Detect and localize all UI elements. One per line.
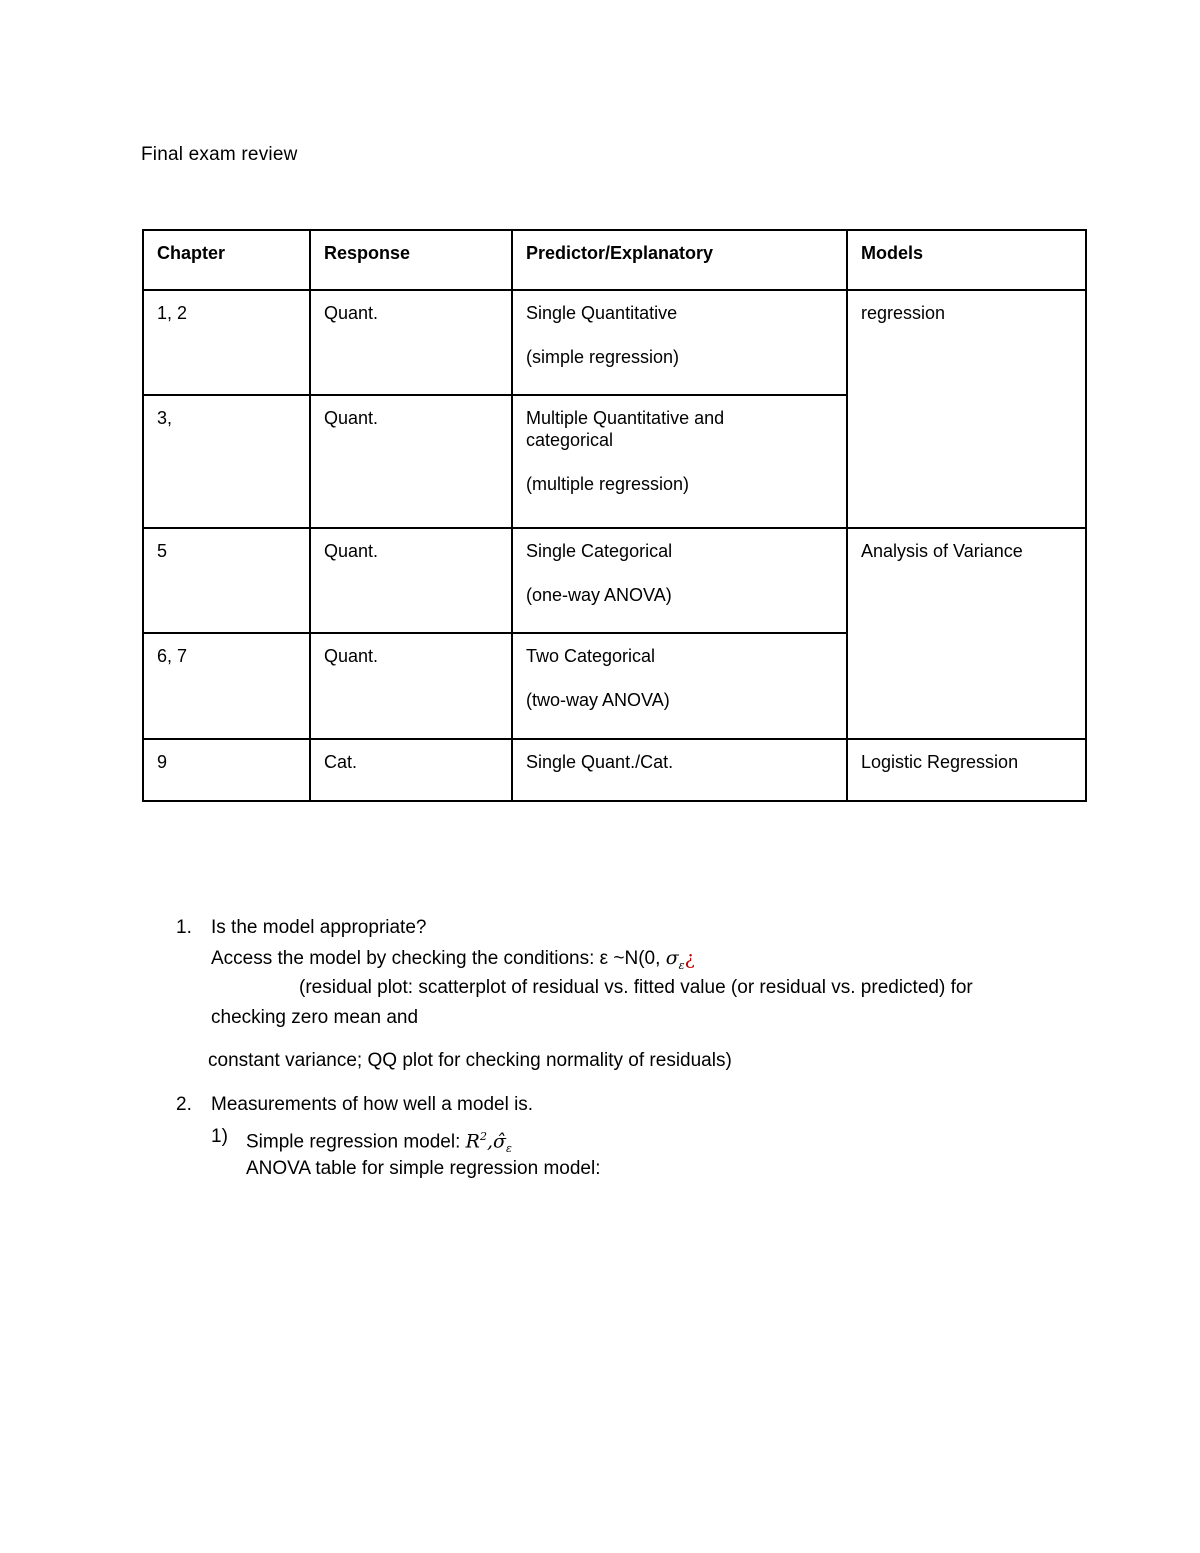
chapter-review-table [142, 229, 1087, 802]
model-cell: Logistic Regression [847, 739, 1086, 801]
table-header-row [143, 230, 1086, 290]
response-cell: Quant. [310, 290, 512, 395]
chapter-cell: 1, 2 [143, 290, 310, 395]
header-models: Models [847, 230, 1086, 290]
header-chapter: Chapter [143, 230, 310, 290]
predictor-text: Multiple Quantitative and [526, 408, 725, 428]
r-squared-exponent: 2 [479, 1130, 487, 1143]
predictor-text: Single Categorical [526, 541, 673, 561]
sigma-subscript: ε [678, 958, 685, 972]
predictor-cell [512, 290, 847, 395]
table-row [143, 290, 1086, 395]
sigma-hat-subscript: ε [506, 1142, 512, 1156]
predictor-text: Single Quantitative [526, 303, 678, 323]
residual-plot-note-continued: checking zero mean and [211, 1007, 419, 1028]
predictor-cell: Single Quant./Cat. [512, 739, 847, 801]
predictor-cell [512, 633, 847, 739]
predictor-text-continued: categorical [526, 430, 614, 450]
list-item-2-heading: Measurements of how well a model is. [211, 1094, 534, 1115]
model-cell: regression [847, 290, 1086, 528]
comma-separator: , [486, 1130, 494, 1153]
list-item-2-number: 2. [176, 1094, 192, 1115]
qq-plot-note: constant variance; QQ plot for checking normality of residuals) [208, 1050, 732, 1071]
response-cell: Quant. [310, 633, 512, 739]
table-row [143, 528, 1086, 633]
response-cell: Quant. [310, 395, 512, 528]
chapter-cell: 9 [143, 739, 310, 801]
predictor-cell [512, 395, 847, 528]
sigma-symbol: σ [665, 947, 679, 969]
predictor-note: (one-way ANOVA) [526, 585, 672, 605]
conditions-text: Access the model by checking the conditions: ε ~N(0, [211, 948, 661, 969]
response-cell: Cat. [310, 739, 512, 801]
predictor-text: Two Categorical [526, 646, 656, 666]
predictor-note: (two-way ANOVA) [526, 690, 670, 710]
chapter-cell: 3, [143, 395, 310, 528]
chapter-cell: 5 [143, 528, 310, 633]
model-cell: Analysis of Variance [847, 528, 1086, 739]
render-artifact-glyph: ¿ [684, 947, 695, 969]
header-response: Response [310, 230, 512, 290]
predictor-note: (simple regression) [526, 347, 680, 367]
sub-item-1-number: 1) [211, 1126, 228, 1147]
table-row [143, 739, 1086, 801]
response-cell: Quant. [310, 528, 512, 633]
r-squared-symbol: R [465, 1130, 480, 1153]
list-item-1-number: 1. [176, 917, 192, 938]
simple-regression-label: Simple regression model: [246, 1131, 461, 1153]
header-predictor: Predictor/Explanatory [512, 230, 847, 290]
residual-plot-note: (residual plot: scatterplot of residual vs. fitted value (or residual vs. predicted) for [299, 977, 973, 998]
predictor-cell [512, 528, 847, 633]
sigma-hat-symbol: σ̂ [493, 1130, 506, 1153]
anova-table-note: ANOVA table for simple regression model: [246, 1158, 601, 1179]
chapter-cell: 6, 7 [143, 633, 310, 739]
list-item-1-heading: Is the model appropriate? [211, 917, 427, 938]
document-title: Final exam review [141, 144, 298, 165]
predictor-note: (multiple regression) [526, 474, 690, 494]
